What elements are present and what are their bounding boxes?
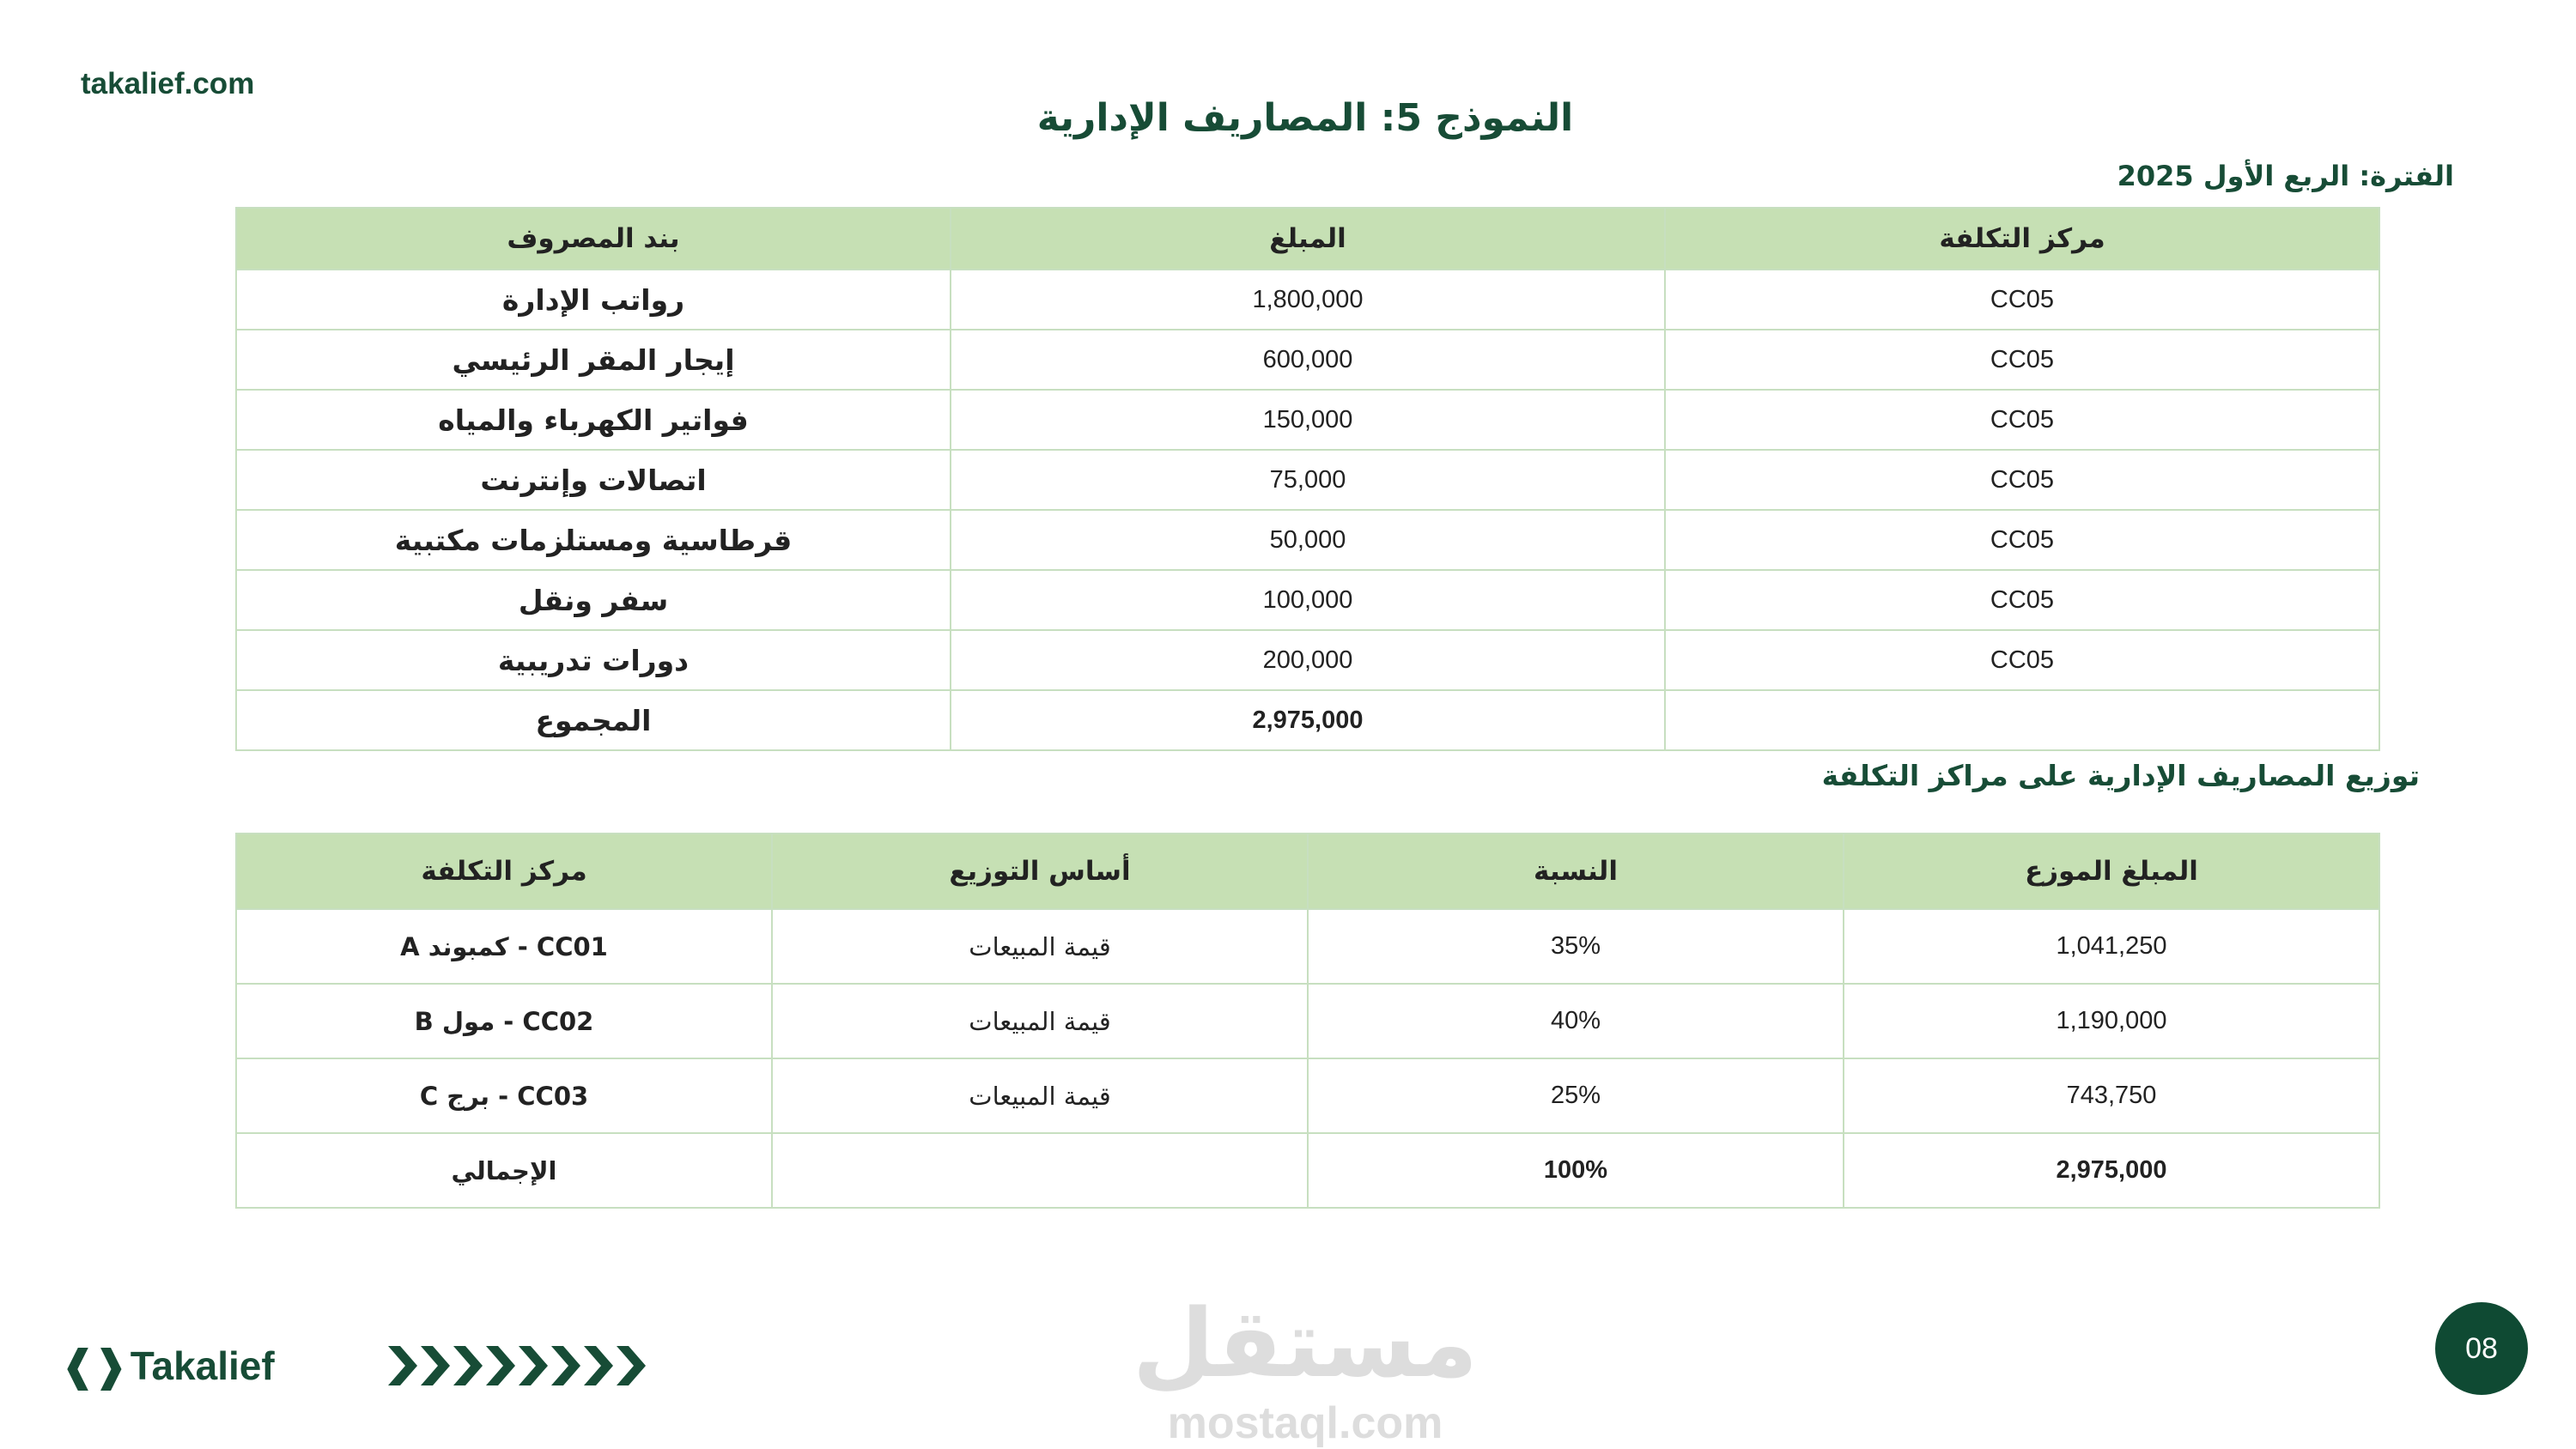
column-header-basis: أساس التوزيع [772, 834, 1308, 909]
total-amount-cell: 2,975,000 [951, 690, 1665, 750]
chevrons-decoration-icon [388, 1346, 651, 1385]
expense-cost-center-cell: CC05 [1665, 270, 2379, 330]
expense-amount-cell: 50,000 [951, 510, 1665, 570]
expense-item-cell: اتصالات وإنترنت [236, 450, 951, 510]
expense-amount-cell: 600,000 [951, 330, 1665, 390]
allocation-center-cell: CC01 - كمبوند A [236, 909, 772, 984]
expense-item-cell: سفر ونقل [236, 570, 951, 630]
expense-item-cell: دورات تدريبية [236, 630, 951, 690]
page-title: النموذج 5: المصاريف الإدارية [1036, 96, 1574, 140]
table-row [236, 1058, 2379, 1133]
total-amount-cell: 2,975,000 [1844, 1133, 2379, 1208]
brand-name: Takalief [130, 1343, 275, 1388]
watermark-arabic: مستقل [1132, 1288, 1479, 1398]
expense-item-cell: إيجار المقر الرئيسي [236, 330, 951, 390]
table-row [236, 909, 2379, 984]
table-row [236, 510, 2379, 570]
period-label: الفترة: الربع الأول 2025 [2117, 160, 2454, 192]
site-url: takalief.com [81, 67, 255, 100]
allocation-basis-cell: قيمة المبيعات [772, 909, 1308, 984]
expense-amount-cell: 1,800,000 [951, 270, 1665, 330]
table-header-row [236, 834, 2379, 909]
allocation-basis-cell: قيمة المبيعات [772, 1058, 1308, 1133]
total-basis-cell [772, 1133, 1308, 1208]
total-cost-center-cell [1665, 690, 2379, 750]
allocation-amount-cell: 1,041,250 [1844, 909, 2379, 984]
watermark-url: mostaql.com [1167, 1398, 1443, 1448]
table-row [236, 390, 2379, 450]
total-label-cell: الإجمالي [236, 1133, 772, 1208]
expense-cost-center-cell: CC05 [1665, 630, 2379, 690]
total-row [236, 690, 2379, 750]
expense-item-cell: فواتير الكهرباء والمياه [236, 390, 951, 450]
expense-cost-center-cell: CC05 [1665, 450, 2379, 510]
column-header-allocated-amount: المبلغ الموزع [1844, 834, 2379, 909]
brand-logo [60, 1341, 275, 1391]
column-header-amount: المبلغ [951, 208, 1665, 270]
table-row [236, 450, 2379, 510]
allocation-basis-cell: قيمة المبيعات [772, 984, 1308, 1058]
expense-cost-center-cell: CC05 [1665, 390, 2379, 450]
watermark [1099, 1288, 1511, 1447]
page-number-badge: 08 [2435, 1302, 2528, 1395]
column-header-cost-center: مركز التكلفة [236, 834, 772, 909]
allocation-amount-cell: 1,190,000 [1844, 984, 2379, 1058]
table-row [236, 270, 2379, 330]
expenses-table [235, 207, 2380, 751]
allocation-percent-cell: 35% [1308, 909, 1844, 984]
total-label-cell: المجموع [236, 690, 951, 750]
expense-cost-center-cell: CC05 [1665, 570, 2379, 630]
table-row [236, 630, 2379, 690]
total-percent-cell: 100% [1308, 1133, 1844, 1208]
expense-item-cell: قرطاسية ومستلزمات مكتبية [236, 510, 951, 570]
allocation-center-cell: CC03 - برج C [236, 1058, 772, 1133]
expense-cost-center-cell: CC05 [1665, 510, 2379, 570]
allocation-percent-cell: 25% [1308, 1058, 1844, 1133]
expense-amount-cell: 200,000 [951, 630, 1665, 690]
brand-mark-icon: ❰❱ [60, 1341, 125, 1391]
allocation-table [235, 833, 2380, 1209]
expense-amount-cell: 75,000 [951, 450, 1665, 510]
expense-cost-center-cell: CC05 [1665, 330, 2379, 390]
table-row [236, 330, 2379, 390]
column-header-percent: النسبة [1308, 834, 1844, 909]
table-row [236, 570, 2379, 630]
column-header-item: بند المصروف [236, 208, 951, 270]
table-header-row [236, 208, 2379, 270]
column-header-cost-center: مركز التكلفة [1665, 208, 2379, 270]
expense-item-cell: رواتب الإدارة [236, 270, 951, 330]
total-row [236, 1133, 2379, 1208]
allocation-amount-cell: 743,750 [1844, 1058, 2379, 1133]
expense-amount-cell: 150,000 [951, 390, 1665, 450]
allocation-center-cell: CC02 - مول B [236, 984, 772, 1058]
allocation-percent-cell: 40% [1308, 984, 1844, 1058]
allocation-section-title: توزيع المصاريف الإدارية على مراكز التكلفة [1821, 759, 2420, 792]
expense-amount-cell: 100,000 [951, 570, 1665, 630]
table-row [236, 984, 2379, 1058]
